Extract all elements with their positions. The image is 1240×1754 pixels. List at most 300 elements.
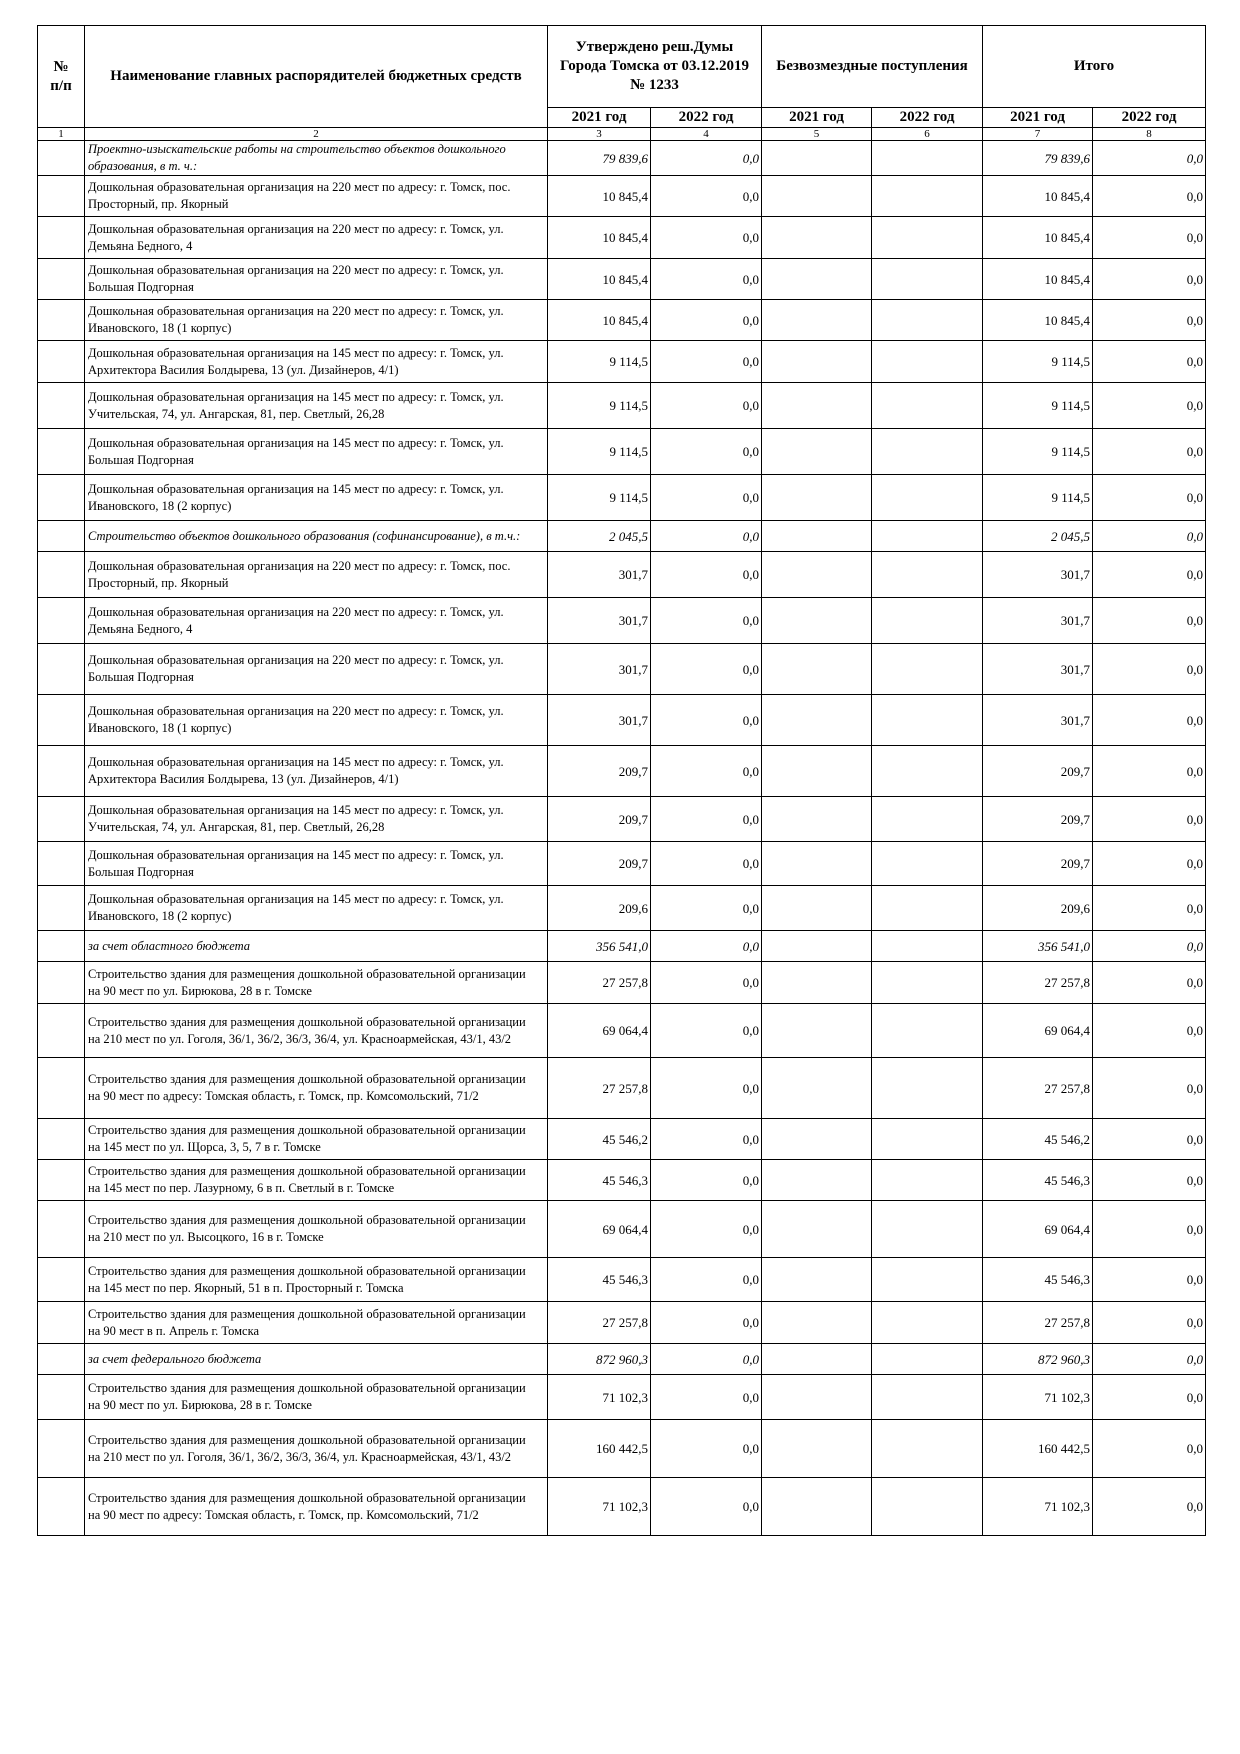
row-name: Строительство здания для размещения дошкольной образовательной организации на 145 мест по пер. Якорный, 51 в п. Просторный г. Томска	[85, 1258, 548, 1302]
total-2022: 0,0	[1093, 429, 1206, 475]
grants-2022	[872, 1302, 983, 1344]
row-number	[38, 259, 85, 300]
total-2022: 0,0	[1093, 886, 1206, 931]
approved-2021: 2 045,5	[548, 521, 651, 552]
approved-2022: 0,0	[651, 1478, 762, 1536]
row-number	[38, 429, 85, 475]
table-row	[38, 141, 1206, 176]
approved-2022: 0,0	[651, 842, 762, 886]
approved-2021: 356 541,0	[548, 931, 651, 962]
approved-2021: 79 839,6	[548, 141, 651, 176]
total-2021: 69 064,4	[983, 1201, 1093, 1258]
grants-2021	[762, 141, 872, 176]
table-row	[38, 842, 1206, 886]
row-number	[38, 176, 85, 217]
approved-2021: 27 257,8	[548, 962, 651, 1004]
grants-2021	[762, 598, 872, 644]
row-name: Дошкольная образовательная организация на 145 мест по адресу: г. Томск, ул. Учительская, 74, ул. Ангарская, 81, пер. Светлый, 26,28	[85, 797, 548, 842]
grants-2022	[872, 341, 983, 383]
row-name: Дошкольная образовательная организация на 145 мест по адресу: г. Томск, ул. Ивановского, 18 (2 корпус)	[85, 475, 548, 521]
total-2021: 27 257,8	[983, 1058, 1093, 1119]
approved-2021: 10 845,4	[548, 217, 651, 259]
row-number	[38, 217, 85, 259]
row-name: Дошкольная образовательная организация на 145 мест по адресу: г. Томск, ул. Ивановского, 18 (2 корпус)	[85, 886, 548, 931]
total-2021: 69 064,4	[983, 1004, 1093, 1058]
grants-2021	[762, 886, 872, 931]
approved-2021: 9 114,5	[548, 383, 651, 429]
table-row	[38, 1201, 1206, 1258]
column-number: 4	[651, 128, 762, 141]
grants-2021	[762, 1344, 872, 1375]
grants-2021	[762, 552, 872, 598]
row-number	[38, 1420, 85, 1478]
row-name: Строительство здания для размещения дошкольной образовательной организации на 90 мест по ул. Бирюкова, 28 в г. Томске	[85, 1375, 548, 1420]
grants-2022	[872, 1058, 983, 1119]
total-2021: 2 045,5	[983, 521, 1093, 552]
total-2021: 71 102,3	[983, 1375, 1093, 1420]
total-2021: 45 546,3	[983, 1258, 1093, 1302]
total-2021: 160 442,5	[983, 1420, 1093, 1478]
total-2022: 0,0	[1093, 1420, 1206, 1478]
grants-2022	[872, 797, 983, 842]
grants-2021	[762, 1420, 872, 1478]
approved-2022: 0,0	[651, 746, 762, 797]
grants-2022	[872, 842, 983, 886]
row-name: Дошкольная образовательная организация на 220 мест по адресу: г. Томск, пос. Просторный, пр. Якорный	[85, 552, 548, 598]
row-number	[38, 1004, 85, 1058]
total-2022: 0,0	[1093, 141, 1206, 176]
grants-2022	[872, 644, 983, 695]
approved-2022: 0,0	[651, 341, 762, 383]
grants-2022	[872, 1201, 983, 1258]
row-name: Дошкольная образовательная организация на 220 мест по адресу: г. Томск, ул. Ивановского, 18 (1 корпус)	[85, 695, 548, 746]
table-row	[38, 695, 1206, 746]
total-2021: 9 114,5	[983, 383, 1093, 429]
grants-2021	[762, 746, 872, 797]
approved-2022: 0,0	[651, 886, 762, 931]
row-number	[38, 797, 85, 842]
grants-2022	[872, 1160, 983, 1201]
total-2022: 0,0	[1093, 1004, 1206, 1058]
total-2021: 10 845,4	[983, 176, 1093, 217]
total-2021: 9 114,5	[983, 475, 1093, 521]
table-row	[38, 429, 1206, 475]
total-2022: 0,0	[1093, 746, 1206, 797]
table-row	[38, 217, 1206, 259]
grants-2021	[762, 962, 872, 1004]
approved-2021: 9 114,5	[548, 475, 651, 521]
total-2022: 0,0	[1093, 931, 1206, 962]
row-number	[38, 931, 85, 962]
total-2021: 356 541,0	[983, 931, 1093, 962]
row-name: за счет федерального бюджета	[85, 1344, 548, 1375]
column-number: 5	[762, 128, 872, 141]
total-2022: 0,0	[1093, 1258, 1206, 1302]
col-num-header: № п/п	[38, 26, 85, 128]
total-2022: 0,0	[1093, 475, 1206, 521]
grants-2021	[762, 1258, 872, 1302]
total-2022: 0,0	[1093, 552, 1206, 598]
total-2022: 0,0	[1093, 259, 1206, 300]
total-2021: 209,7	[983, 842, 1093, 886]
total-2022: 0,0	[1093, 300, 1206, 341]
row-number	[38, 552, 85, 598]
row-number	[38, 746, 85, 797]
row-name: Строительство здания для размещения дошкольной образовательной организации на 90 мест по адресу: Томская область, г. Томск, пр. Комсомольский, 71/2	[85, 1058, 548, 1119]
total-2022: 0,0	[1093, 1478, 1206, 1536]
approved-2022: 0,0	[651, 797, 762, 842]
approved-2022: 0,0	[651, 1344, 762, 1375]
total-2022: 0,0	[1093, 598, 1206, 644]
approved-2022: 0,0	[651, 1258, 762, 1302]
row-name: Строительство здания для размещения дошкольной образовательной организации на 145 мест по пер. Лазурному, 6 в п. Светлый в г. Томске	[85, 1160, 548, 1201]
row-number	[38, 1160, 85, 1201]
column-number: 6	[872, 128, 983, 141]
row-number	[38, 1302, 85, 1344]
row-name: Дошкольная образовательная организация на 220 мест по адресу: г. Томск, пос. Просторный, пр. Якорный	[85, 176, 548, 217]
grants-2021	[762, 1004, 872, 1058]
column-number: 3	[548, 128, 651, 141]
approved-2021: 209,7	[548, 746, 651, 797]
year-header: 2022 год	[1093, 108, 1206, 128]
approved-2021: 301,7	[548, 695, 651, 746]
grants-2022	[872, 176, 983, 217]
year-header: 2021 год	[983, 108, 1093, 128]
row-number	[38, 1119, 85, 1160]
table-row	[38, 176, 1206, 217]
total-2021: 10 845,4	[983, 217, 1093, 259]
row-name: Дошкольная образовательная организация на 220 мест по адресу: г. Томск, ул. Большая Подгорная	[85, 644, 548, 695]
grants-2022	[872, 1375, 983, 1420]
grants-2022	[872, 217, 983, 259]
table-row	[38, 1058, 1206, 1119]
row-number	[38, 842, 85, 886]
approved-2022: 0,0	[651, 383, 762, 429]
grants-2021	[762, 1478, 872, 1536]
table-row	[38, 552, 1206, 598]
row-name: Дошкольная образовательная организация на 220 мест по адресу: г. Томск, ул. Ивановского, 18 (1 корпус)	[85, 300, 548, 341]
grants-2021	[762, 1302, 872, 1344]
row-name: Строительство здания для размещения дошкольной образовательной организации на 210 мест по ул. Высоцкого, 16 в г. Томске	[85, 1201, 548, 1258]
row-number	[38, 1201, 85, 1258]
approved-2021: 9 114,5	[548, 429, 651, 475]
approved-2022: 0,0	[651, 695, 762, 746]
year-header: 2021 год	[762, 108, 872, 128]
table-row	[38, 1420, 1206, 1478]
approved-2022: 0,0	[651, 644, 762, 695]
approved-2022: 0,0	[651, 521, 762, 552]
row-name: Дошкольная образовательная организация на 145 мест по адресу: г. Томск, ул. Архитектора Василия Болдырева, 13 (ул. Дизайнеров, 4/1)	[85, 746, 548, 797]
table-row	[38, 1375, 1206, 1420]
grants-2022	[872, 521, 983, 552]
total-2021: 872 960,3	[983, 1344, 1093, 1375]
table-row	[38, 475, 1206, 521]
approved-2021: 10 845,4	[548, 176, 651, 217]
grants-2022	[872, 1478, 983, 1536]
row-number	[38, 521, 85, 552]
total-2022: 0,0	[1093, 797, 1206, 842]
grants-2021	[762, 797, 872, 842]
total-2022: 0,0	[1093, 1302, 1206, 1344]
col-name-header: Наименование главных распорядителей бюджетных средств	[85, 26, 548, 128]
total-2022: 0,0	[1093, 521, 1206, 552]
approved-2021: 209,7	[548, 797, 651, 842]
approved-2021: 10 845,4	[548, 300, 651, 341]
table-row	[38, 931, 1206, 962]
approved-2021: 45 546,3	[548, 1160, 651, 1201]
approved-2022: 0,0	[651, 1119, 762, 1160]
total-2021: 301,7	[983, 695, 1093, 746]
total-2022: 0,0	[1093, 842, 1206, 886]
column-number: 8	[1093, 128, 1206, 141]
row-name: Дошкольная образовательная организация на 145 мест по адресу: г. Томск, ул. Архитектора Василия Болдырева, 13 (ул. Дизайнеров, 4/1)	[85, 341, 548, 383]
table-row	[38, 598, 1206, 644]
total-2022: 0,0	[1093, 1375, 1206, 1420]
row-number	[38, 300, 85, 341]
table-row	[38, 383, 1206, 429]
table-row	[38, 341, 1206, 383]
approved-2021: 209,7	[548, 842, 651, 886]
table-body	[38, 141, 1206, 1536]
approved-2022: 0,0	[651, 300, 762, 341]
row-number	[38, 644, 85, 695]
row-name: Дошкольная образовательная организация на 220 мест по адресу: г. Томск, ул. Демьяна Бедного, 4	[85, 598, 548, 644]
approved-2022: 0,0	[651, 429, 762, 475]
grants-2022	[872, 141, 983, 176]
total-2021: 10 845,4	[983, 259, 1093, 300]
approved-2021: 45 546,3	[548, 1258, 651, 1302]
row-number	[38, 695, 85, 746]
approved-2021: 27 257,8	[548, 1058, 651, 1119]
approved-2022: 0,0	[651, 1302, 762, 1344]
total-2021: 79 839,6	[983, 141, 1093, 176]
row-name: Строительство здания для размещения дошкольной образовательной организации на 210 мест по ул. Гоголя, 36/1, 36/2, 36/3, 36/4, ул. Красноармейская, 43/1, 43/2	[85, 1420, 548, 1478]
row-number	[38, 1058, 85, 1119]
grants-2022	[872, 962, 983, 1004]
total-2021: 301,7	[983, 552, 1093, 598]
approved-2021: 301,7	[548, 552, 651, 598]
total-2021: 10 845,4	[983, 300, 1093, 341]
table-row	[38, 797, 1206, 842]
approved-2021: 71 102,3	[548, 1478, 651, 1536]
total-2022: 0,0	[1093, 217, 1206, 259]
total-2022: 0,0	[1093, 383, 1206, 429]
approved-2022: 0,0	[651, 931, 762, 962]
col-total-header: Итого	[983, 26, 1206, 108]
table-row	[38, 1004, 1206, 1058]
row-number	[38, 598, 85, 644]
year-header: 2021 год	[548, 108, 651, 128]
grants-2022	[872, 598, 983, 644]
total-2021: 27 257,8	[983, 1302, 1093, 1344]
total-2022: 0,0	[1093, 341, 1206, 383]
table-row	[38, 1258, 1206, 1302]
row-number	[38, 141, 85, 176]
table-row	[38, 259, 1206, 300]
grants-2021	[762, 521, 872, 552]
row-number	[38, 1375, 85, 1420]
approved-2022: 0,0	[651, 1375, 762, 1420]
approved-2022: 0,0	[651, 1201, 762, 1258]
approved-2022: 0,0	[651, 1420, 762, 1478]
year-header: 2022 год	[872, 108, 983, 128]
approved-2022: 0,0	[651, 475, 762, 521]
total-2021: 209,6	[983, 886, 1093, 931]
total-2021: 45 546,3	[983, 1160, 1093, 1201]
grants-2022	[872, 1004, 983, 1058]
col-grants-header: Безвозмездные поступления	[762, 26, 983, 108]
table-row	[38, 521, 1206, 552]
row-number	[38, 383, 85, 429]
grants-2021	[762, 842, 872, 886]
column-number: 2	[85, 128, 548, 141]
grants-2021	[762, 1201, 872, 1258]
total-2022: 0,0	[1093, 1119, 1206, 1160]
row-name: Строительство здания для размещения дошкольной образовательной организации на 90 мест в п. Апрель г. Томска	[85, 1302, 548, 1344]
total-2022: 0,0	[1093, 644, 1206, 695]
approved-2022: 0,0	[651, 1058, 762, 1119]
total-2021: 301,7	[983, 598, 1093, 644]
grants-2021	[762, 1160, 872, 1201]
table-row	[38, 300, 1206, 341]
row-name: Строительство здания для размещения дошкольной образовательной организации на 90 мест по ул. Бирюкова, 28 в г. Томске	[85, 962, 548, 1004]
grants-2021	[762, 383, 872, 429]
column-number: 7	[983, 128, 1093, 141]
approved-2021: 301,7	[548, 598, 651, 644]
grants-2021	[762, 931, 872, 962]
row-number	[38, 341, 85, 383]
table-row	[38, 1302, 1206, 1344]
total-2022: 0,0	[1093, 962, 1206, 1004]
table-row	[38, 1160, 1206, 1201]
grants-2021	[762, 644, 872, 695]
approved-2021: 209,6	[548, 886, 651, 931]
approved-2021: 27 257,8	[548, 1302, 651, 1344]
grants-2021	[762, 300, 872, 341]
approved-2022: 0,0	[651, 217, 762, 259]
row-number	[38, 1344, 85, 1375]
approved-2021: 160 442,5	[548, 1420, 651, 1478]
grants-2021	[762, 259, 872, 300]
column-number: 1	[38, 128, 85, 141]
total-2021: 71 102,3	[983, 1478, 1093, 1536]
grants-2021	[762, 475, 872, 521]
approved-2021: 10 845,4	[548, 259, 651, 300]
row-name: Дошкольная образовательная организация на 220 мест по адресу: г. Томск, ул. Демьяна Бедного, 4	[85, 217, 548, 259]
grants-2022	[872, 695, 983, 746]
table-row	[38, 644, 1206, 695]
budget-table	[37, 25, 1206, 1536]
row-name: Проектно-изыскательские работы на строительство объектов дошкольного образования, в т. ч.:	[85, 141, 548, 176]
approved-2021: 45 546,2	[548, 1119, 651, 1160]
total-2021: 45 546,2	[983, 1119, 1093, 1160]
approved-2022: 0,0	[651, 259, 762, 300]
approved-2022: 0,0	[651, 1160, 762, 1201]
approved-2022: 0,0	[651, 598, 762, 644]
approved-2021: 71 102,3	[548, 1375, 651, 1420]
total-2022: 0,0	[1093, 176, 1206, 217]
row-number	[38, 886, 85, 931]
grants-2022	[872, 1119, 983, 1160]
grants-2022	[872, 259, 983, 300]
approved-2022: 0,0	[651, 141, 762, 176]
grants-2022	[872, 475, 983, 521]
grants-2021	[762, 695, 872, 746]
row-name: Дошкольная образовательная организация на 145 мест по адресу: г. Томск, ул. Большая Подгорная	[85, 429, 548, 475]
row-name: Строительство здания для размещения дошкольной образовательной организации на 90 мест по адресу: Томская область, г. Томск, пр. Комсомольский, 71/2	[85, 1478, 548, 1536]
grants-2022	[872, 746, 983, 797]
total-2022: 0,0	[1093, 1160, 1206, 1201]
approved-2021: 9 114,5	[548, 341, 651, 383]
total-2021: 301,7	[983, 644, 1093, 695]
grants-2021	[762, 1375, 872, 1420]
table-row	[38, 886, 1206, 931]
year-header: 2022 год	[651, 108, 762, 128]
grants-2022	[872, 552, 983, 598]
row-name: Строительство объектов дошкольного образования (софинансирование), в т.ч.:	[85, 521, 548, 552]
grants-2021	[762, 1058, 872, 1119]
col-approved-header: Утверждено реш.Думы Города Томска от 03.12.2019 № 1233	[548, 26, 762, 108]
row-name: Дошкольная образовательная организация на 145 мест по адресу: г. Томск, ул. Большая Подгорная	[85, 842, 548, 886]
table-row	[38, 962, 1206, 1004]
row-number	[38, 962, 85, 1004]
grants-2021	[762, 217, 872, 259]
total-2022: 0,0	[1093, 695, 1206, 746]
total-2021: 9 114,5	[983, 341, 1093, 383]
grants-2022	[872, 300, 983, 341]
grants-2022	[872, 1344, 983, 1375]
row-name: Дошкольная образовательная организация на 220 мест по адресу: г. Томск, ул. Большая Подгорная	[85, 259, 548, 300]
total-2021: 9 114,5	[983, 429, 1093, 475]
approved-2022: 0,0	[651, 552, 762, 598]
grants-2021	[762, 176, 872, 217]
approved-2021: 872 960,3	[548, 1344, 651, 1375]
row-name: за счет областного бюджета	[85, 931, 548, 962]
row-name: Строительство здания для размещения дошкольной образовательной организации на 145 мест по ул. Щорса, 3, 5, 7 в г. Томске	[85, 1119, 548, 1160]
grants-2021	[762, 1119, 872, 1160]
grants-2022	[872, 1420, 983, 1478]
table-row	[38, 1119, 1206, 1160]
total-2022: 0,0	[1093, 1201, 1206, 1258]
row-name: Строительство здания для размещения дошкольной образовательной организации на 210 мест по ул. Гоголя, 36/1, 36/2, 36/3, 36/4, ул. Красноармейская, 43/1, 43/2	[85, 1004, 548, 1058]
row-number	[38, 1478, 85, 1536]
row-number	[38, 475, 85, 521]
row-name: Дошкольная образовательная организация на 145 мест по адресу: г. Томск, ул. Учительская, 74, ул. Ангарская, 81, пер. Светлый, 26,28	[85, 383, 548, 429]
total-2021: 209,7	[983, 797, 1093, 842]
total-2021: 209,7	[983, 746, 1093, 797]
total-2022: 0,0	[1093, 1344, 1206, 1375]
approved-2021: 69 064,4	[548, 1201, 651, 1258]
grants-2022	[872, 886, 983, 931]
grants-2022	[872, 429, 983, 475]
approved-2021: 69 064,4	[548, 1004, 651, 1058]
row-number	[38, 1258, 85, 1302]
table-row	[38, 1344, 1206, 1375]
total-2021: 27 257,8	[983, 962, 1093, 1004]
table-row	[38, 1478, 1206, 1536]
grants-2021	[762, 429, 872, 475]
approved-2021: 301,7	[548, 644, 651, 695]
approved-2022: 0,0	[651, 176, 762, 217]
approved-2022: 0,0	[651, 962, 762, 1004]
table-row	[38, 746, 1206, 797]
grants-2022	[872, 931, 983, 962]
grants-2022	[872, 1258, 983, 1302]
total-2022: 0,0	[1093, 1058, 1206, 1119]
grants-2022	[872, 383, 983, 429]
grants-2021	[762, 341, 872, 383]
approved-2022: 0,0	[651, 1004, 762, 1058]
